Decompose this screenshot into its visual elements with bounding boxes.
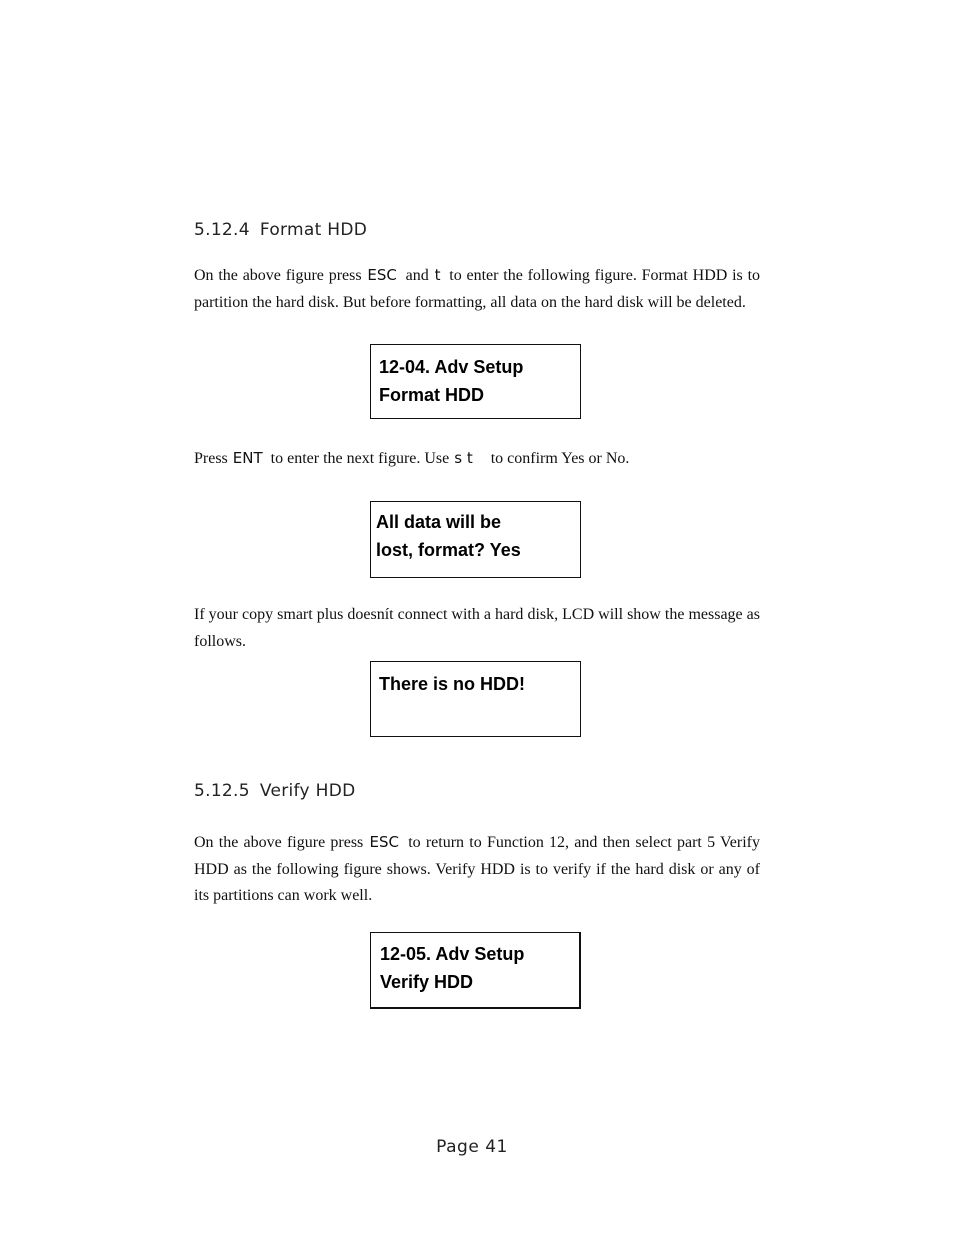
text-run: and <box>405 267 429 284</box>
section-number: 5.12.5 <box>194 781 250 801</box>
text-run: to enter the following figure. Format HDD is to partition the hard disk. But before formatting, all data on the hard disk will be deleted. <box>194 267 761 311</box>
lcd-display-no-hdd <box>370 661 581 737</box>
no-hdd-paragraph <box>194 602 760 655</box>
esc-key-label: ESC <box>367 266 397 284</box>
verify-intro-paragraph <box>194 829 760 910</box>
text-run: On the above figure press <box>194 267 362 284</box>
lcd-line-1: All data will be <box>376 512 502 532</box>
arrow-keys-label: s t <box>454 449 473 467</box>
lcd-line-1: There is no HDD! <box>379 674 526 694</box>
esc-key-label: ESC <box>369 833 399 851</box>
section-title: Verify HDD <box>259 781 356 801</box>
text-run: to enter the next figure. Use <box>270 450 450 467</box>
lcd-display-format-confirm <box>370 501 581 578</box>
lcd-display-format-hdd <box>370 344 581 419</box>
lcd-line-2: Format HDD <box>379 385 485 405</box>
section-number: 5.12.4 <box>194 220 250 240</box>
text-run: to confirm Yes or No. <box>490 450 630 467</box>
format-intro-paragraph <box>194 262 760 316</box>
section-heading-verify-hdd <box>194 781 355 801</box>
section-heading-format-hdd <box>194 220 367 240</box>
lcd-display-verify-hdd <box>370 932 581 1009</box>
page-number: Page 41 <box>436 1137 508 1157</box>
lcd-line-1: 12-04. Adv Setup <box>379 357 524 377</box>
lcd-line-2: lost, format? Yes <box>376 540 521 560</box>
section-title: Format HDD <box>259 220 368 240</box>
text-run: On the above figure press <box>194 834 364 851</box>
format-confirm-paragraph <box>194 445 760 473</box>
text-run: Press <box>194 450 228 467</box>
ent-key-label: ENT <box>232 449 263 467</box>
text-run: to return to Function 12, and then select part 5 Verify HDD as the following figure shows. Verify HDD is to verify if the hard disk or any of its partitions can work well. <box>194 834 760 904</box>
text-run: If your copy smart plus doesnít connect with a hard disk, LCD will show the message as follows. <box>194 606 760 650</box>
lcd-line-2: Verify HDD <box>380 972 474 992</box>
down-arrow-key-label: t <box>434 266 441 284</box>
lcd-line-1: 12-05. Adv Setup <box>380 944 525 964</box>
